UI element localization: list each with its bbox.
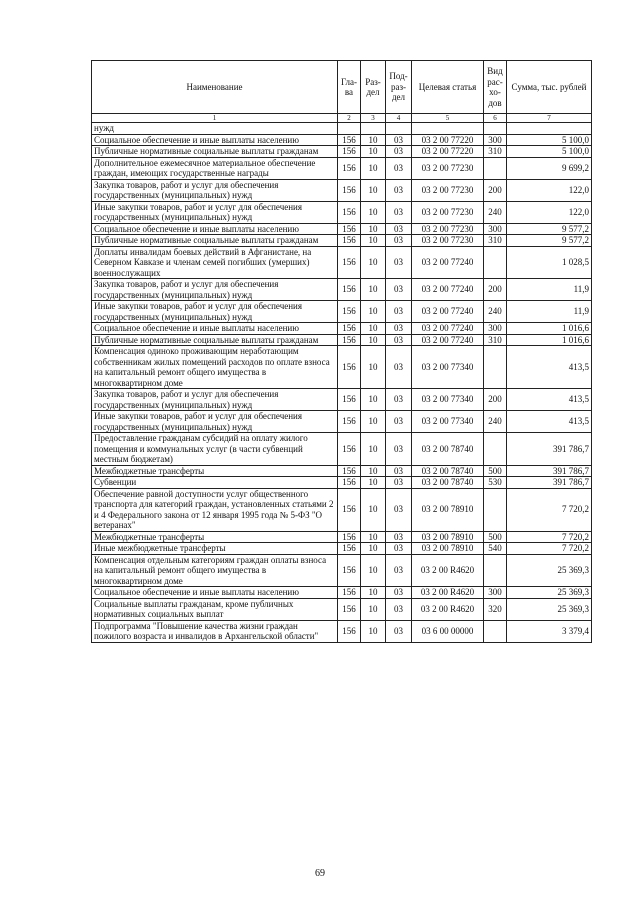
cell-razdel: 10 — [361, 543, 386, 555]
cell-name: Доплаты инвалидам боевых действий в Афганистане, на Северном Кавказе и членам семей погибших (умерших) военнослужащих — [92, 246, 338, 279]
cell-vid-raskhodov — [484, 620, 507, 642]
column-number: 7 — [507, 114, 592, 123]
cell-summa: 5 100,0 — [507, 146, 592, 158]
cell-glava: 156 — [338, 223, 361, 235]
cell-razdel: 10 — [361, 531, 386, 543]
cell-razdel — [361, 123, 386, 135]
cell-glava: 156 — [338, 477, 361, 489]
cell-summa: 1 016,6 — [507, 334, 592, 346]
cell-summa: 391 786,7 — [507, 477, 592, 489]
cell-glava: 156 — [338, 433, 361, 466]
cell-glava: 156 — [338, 179, 361, 201]
cell-name: Иные закупки товаров, работ и услуг для обеспечения государственных (муниципальных) нужд — [92, 301, 338, 323]
cell-name: Закупка товаров, работ и услуг для обеспечения государственных (муниципальных) нужд — [92, 179, 338, 201]
cell-tselevaya-statya: 03 2 00 R4620 — [412, 587, 484, 599]
cell-vid-raskhodov: 500 — [484, 531, 507, 543]
column-number: 4 — [386, 114, 412, 123]
cell-name: Компенсация отдельным категориям граждан оплаты взноса на капитальный ремонт общего имущества в многоквартирном доме — [92, 554, 338, 587]
cell-podrazdel: 03 — [386, 201, 412, 223]
cell-vid-raskhodov: 240 — [484, 201, 507, 223]
cell-glava: 156 — [338, 157, 361, 179]
cell-vid-raskhodov: 540 — [484, 543, 507, 555]
cell-tselevaya-statya: 03 2 00 R4620 — [412, 598, 484, 620]
cell-razdel: 10 — [361, 346, 386, 389]
cell-name: Иные закупки товаров, работ и услуг для обеспечения государственных (муниципальных) нужд — [92, 411, 338, 433]
cell-glava: 156 — [338, 246, 361, 279]
cell-podrazdel: 03 — [386, 246, 412, 279]
table-row — [92, 543, 592, 555]
cell-vid-raskhodov: 200 — [484, 179, 507, 201]
header-glava: Гла-ва — [338, 61, 361, 114]
cell-summa: 122,0 — [507, 179, 592, 201]
cell-podrazdel: 03 — [386, 587, 412, 599]
cell-glava: 156 — [338, 620, 361, 642]
cell-tselevaya-statya — [412, 123, 484, 135]
column-number: 2 — [338, 114, 361, 123]
cell-podrazdel: 03 — [386, 346, 412, 389]
column-number: 6 — [484, 114, 507, 123]
cell-name: нужд — [92, 123, 338, 135]
cell-razdel: 10 — [361, 134, 386, 146]
cell-name: Социальное обеспечение и иные выплаты населению — [92, 323, 338, 335]
table-row — [92, 465, 592, 477]
table-row — [92, 223, 592, 235]
cell-razdel: 10 — [361, 157, 386, 179]
cell-vid-raskhodov — [484, 246, 507, 279]
table-row — [92, 134, 592, 146]
budget-table-page — [91, 60, 591, 643]
cell-podrazdel: 03 — [386, 279, 412, 301]
table-row — [92, 411, 592, 433]
cell-name: Иные закупки товаров, работ и услуг для обеспечения государственных (муниципальных) нужд — [92, 201, 338, 223]
cell-summa: 9 699,2 — [507, 157, 592, 179]
cell-name: Публичные нормативные социальные выплаты гражданам — [92, 235, 338, 247]
cell-summa: 1 028,5 — [507, 246, 592, 279]
cell-vid-raskhodov: 310 — [484, 235, 507, 247]
cell-razdel: 10 — [361, 235, 386, 247]
cell-summa: 391 786,7 — [507, 433, 592, 466]
cell-vid-raskhodov: 240 — [484, 301, 507, 323]
cell-tselevaya-statya: 03 2 00 77220 — [412, 134, 484, 146]
cell-name: Обеспечение равной доступности услуг общественного транспорта для категорий граждан, установленных статьями 2 и 4 Федерального закона от 12 января 1995 года № 5-ФЗ "О ветеранах" — [92, 488, 338, 531]
cell-summa: 7 720,2 — [507, 543, 592, 555]
cell-tselevaya-statya: 03 2 00 77240 — [412, 246, 484, 279]
column-number: 1 — [92, 114, 338, 123]
cell-razdel: 10 — [361, 334, 386, 346]
table-header-row — [92, 61, 592, 114]
cell-tselevaya-statya: 03 2 00 78910 — [412, 531, 484, 543]
cell-tselevaya-statya: 03 2 00 77240 — [412, 334, 484, 346]
cell-podrazdel: 03 — [386, 531, 412, 543]
table-row — [92, 235, 592, 247]
cell-summa: 3 379,4 — [507, 620, 592, 642]
cell-razdel: 10 — [361, 488, 386, 531]
cell-tselevaya-statya: 03 6 00 00000 — [412, 620, 484, 642]
cell-glava: 156 — [338, 598, 361, 620]
cell-glava: 156 — [338, 146, 361, 158]
cell-tselevaya-statya: 03 2 00 77230 — [412, 179, 484, 201]
cell-summa: 25 369,3 — [507, 554, 592, 587]
table-row — [92, 477, 592, 489]
cell-vid-raskhodov: 320 — [484, 598, 507, 620]
table-row — [92, 201, 592, 223]
table-row — [92, 346, 592, 389]
cell-tselevaya-statya: 03 2 00 78740 — [412, 477, 484, 489]
cell-glava: 156 — [338, 465, 361, 477]
cell-name: Закупка товаров, работ и услуг для обеспечения государственных (муниципальных) нужд — [92, 389, 338, 411]
cell-glava: 156 — [338, 389, 361, 411]
table-row — [92, 334, 592, 346]
cell-glava: 156 — [338, 279, 361, 301]
cell-tselevaya-statya: 03 2 00 77340 — [412, 346, 484, 389]
cell-summa: 25 369,3 — [507, 598, 592, 620]
cell-razdel: 10 — [361, 301, 386, 323]
header-tselevaya-statya: Целевая статья — [412, 61, 484, 114]
cell-summa: 413,5 — [507, 411, 592, 433]
cell-tselevaya-statya: 03 2 00 R4620 — [412, 554, 484, 587]
cell-podrazdel: 03 — [386, 134, 412, 146]
table-row — [92, 389, 592, 411]
cell-summa: 9 577,2 — [507, 235, 592, 247]
table-row — [92, 598, 592, 620]
cell-razdel: 10 — [361, 146, 386, 158]
cell-vid-raskhodov: 530 — [484, 477, 507, 489]
cell-vid-raskhodov: 200 — [484, 279, 507, 301]
cell-vid-raskhodov — [484, 157, 507, 179]
cell-razdel: 10 — [361, 411, 386, 433]
cell-razdel: 10 — [361, 279, 386, 301]
table-row — [92, 554, 592, 587]
cell-vid-raskhodov — [484, 346, 507, 389]
cell-podrazdel: 03 — [386, 543, 412, 555]
cell-podrazdel: 03 — [386, 301, 412, 323]
cell-razdel: 10 — [361, 179, 386, 201]
table-row — [92, 301, 592, 323]
cell-name: Социальное обеспечение и иные выплаты населению — [92, 587, 338, 599]
cell-razdel: 10 — [361, 246, 386, 279]
cell-name: Закупка товаров, работ и услуг для обеспечения государственных (муниципальных) нужд — [92, 279, 338, 301]
cell-summa: 413,5 — [507, 346, 592, 389]
cell-tselevaya-statya: 03 2 00 77220 — [412, 146, 484, 158]
cell-tselevaya-statya: 03 2 00 78910 — [412, 543, 484, 555]
table-row — [92, 179, 592, 201]
table-body — [92, 123, 592, 643]
cell-podrazdel: 03 — [386, 465, 412, 477]
cell-podrazdel: 03 — [386, 235, 412, 247]
table-row — [92, 620, 592, 642]
table-row — [92, 279, 592, 301]
cell-summa: 25 369,3 — [507, 587, 592, 599]
cell-podrazdel: 03 — [386, 620, 412, 642]
table-row — [92, 433, 592, 466]
cell-podrazdel: 03 — [386, 598, 412, 620]
cell-glava: 156 — [338, 346, 361, 389]
header-podrazdel: Под-раз-дел — [386, 61, 412, 114]
header-summa: Сумма, тыс. рублей — [507, 61, 592, 114]
cell-podrazdel: 03 — [386, 488, 412, 531]
cell-vid-raskhodov: 310 — [484, 146, 507, 158]
cell-tselevaya-statya: 03 2 00 77230 — [412, 201, 484, 223]
cell-razdel: 10 — [361, 477, 386, 489]
cell-vid-raskhodov — [484, 123, 507, 135]
cell-summa: 1 016,6 — [507, 323, 592, 335]
cell-tselevaya-statya: 03 2 00 77340 — [412, 411, 484, 433]
cell-summa: 9 577,2 — [507, 223, 592, 235]
cell-podrazdel: 03 — [386, 179, 412, 201]
cell-tselevaya-statya: 03 2 00 77240 — [412, 323, 484, 335]
cell-razdel: 10 — [361, 620, 386, 642]
table-row — [92, 488, 592, 531]
cell-glava: 156 — [338, 235, 361, 247]
page-number: 69 — [315, 868, 325, 879]
cell-summa: 11,9 — [507, 301, 592, 323]
cell-vid-raskhodov — [484, 554, 507, 587]
table-row — [92, 246, 592, 279]
table-row — [92, 531, 592, 543]
cell-podrazdel: 03 — [386, 477, 412, 489]
cell-glava: 156 — [338, 334, 361, 346]
cell-razdel: 10 — [361, 465, 386, 477]
cell-vid-raskhodov: 500 — [484, 465, 507, 477]
cell-summa: 7 720,2 — [507, 488, 592, 531]
column-number: 3 — [361, 114, 386, 123]
cell-razdel: 10 — [361, 598, 386, 620]
budget-table — [91, 60, 592, 643]
cell-razdel: 10 — [361, 323, 386, 335]
cell-glava: 156 — [338, 543, 361, 555]
cell-name: Социальное обеспечение и иные выплаты населению — [92, 134, 338, 146]
cell-tselevaya-statya: 03 2 00 78740 — [412, 433, 484, 466]
cell-tselevaya-statya: 03 2 00 77230 — [412, 235, 484, 247]
cell-summa: 7 720,2 — [507, 531, 592, 543]
cell-tselevaya-statya: 03 2 00 77340 — [412, 389, 484, 411]
cell-tselevaya-statya: 03 2 00 78910 — [412, 488, 484, 531]
cell-podrazdel: 03 — [386, 411, 412, 433]
column-number: 5 — [412, 114, 484, 123]
cell-summa: 5 100,0 — [507, 134, 592, 146]
table-row — [92, 123, 592, 135]
cell-vid-raskhodov: 300 — [484, 223, 507, 235]
cell-tselevaya-statya: 03 2 00 77240 — [412, 301, 484, 323]
header-vid-raskhodov: Вид рас-хо-дов — [484, 61, 507, 114]
column-number-row — [92, 114, 592, 123]
cell-name: Социальное обеспечение и иные выплаты населению — [92, 223, 338, 235]
cell-name: Иные межбюджетные трансферты — [92, 543, 338, 555]
cell-razdel: 10 — [361, 389, 386, 411]
cell-podrazdel: 03 — [386, 223, 412, 235]
cell-name: Субвенции — [92, 477, 338, 489]
cell-glava: 156 — [338, 411, 361, 433]
header-razdel: Раз-дел — [361, 61, 386, 114]
table-row — [92, 323, 592, 335]
cell-summa: 413,5 — [507, 389, 592, 411]
cell-glava: 156 — [338, 201, 361, 223]
cell-razdel: 10 — [361, 223, 386, 235]
cell-vid-raskhodov: 300 — [484, 323, 507, 335]
cell-summa — [507, 123, 592, 135]
cell-razdel: 10 — [361, 201, 386, 223]
cell-vid-raskhodov — [484, 433, 507, 466]
cell-glava: 156 — [338, 554, 361, 587]
cell-tselevaya-statya: 03 2 00 77230 — [412, 223, 484, 235]
cell-glava: 156 — [338, 134, 361, 146]
cell-podrazdel: 03 — [386, 433, 412, 466]
cell-podrazdel: 03 — [386, 389, 412, 411]
cell-tselevaya-statya: 03 2 00 78740 — [412, 465, 484, 477]
cell-razdel: 10 — [361, 554, 386, 587]
cell-podrazdel: 03 — [386, 554, 412, 587]
table-row — [92, 146, 592, 158]
cell-tselevaya-statya: 03 2 00 77240 — [412, 279, 484, 301]
cell-vid-raskhodov — [484, 488, 507, 531]
cell-name: Предоставление гражданам субсидий на оплату жилого помещения и коммунальных услуг (в части субвенций местным бюджетам) — [92, 433, 338, 466]
cell-name: Подпрограмма "Повышение качества жизни граждан пожилого возраста и инвалидов в Архангельской области" — [92, 620, 338, 642]
cell-name: Дополнительное ежемесячное материальное обеспечение граждан, имеющих государственные награды — [92, 157, 338, 179]
cell-podrazdel: 03 — [386, 146, 412, 158]
cell-vid-raskhodov: 310 — [484, 334, 507, 346]
cell-name: Межбюджетные трансферты — [92, 465, 338, 477]
cell-razdel: 10 — [361, 587, 386, 599]
cell-summa: 391 786,7 — [507, 465, 592, 477]
cell-vid-raskhodov: 240 — [484, 411, 507, 433]
cell-summa: 122,0 — [507, 201, 592, 223]
cell-name: Компенсация одиноко проживающим неработающим собственникам жилых помещений расходов по оплате взноса на капитальный ремонт общего имущества в многоквартирном доме — [92, 346, 338, 389]
cell-glava: 156 — [338, 587, 361, 599]
cell-name: Социальные выплаты гражданам, кроме публичных нормативных социальных выплат — [92, 598, 338, 620]
cell-name: Публичные нормативные социальные выплаты гражданам — [92, 334, 338, 346]
cell-podrazdel: 03 — [386, 334, 412, 346]
cell-glava: 156 — [338, 488, 361, 531]
cell-name: Межбюджетные трансферты — [92, 531, 338, 543]
cell-glava: 156 — [338, 531, 361, 543]
table-row — [92, 157, 592, 179]
cell-name: Публичные нормативные социальные выплаты гражданам — [92, 146, 338, 158]
cell-tselevaya-statya: 03 2 00 77230 — [412, 157, 484, 179]
table-row — [92, 587, 592, 599]
cell-glava: 156 — [338, 323, 361, 335]
cell-glava — [338, 123, 361, 135]
cell-podrazdel: 03 — [386, 323, 412, 335]
cell-podrazdel: 03 — [386, 157, 412, 179]
cell-podrazdel — [386, 123, 412, 135]
cell-summa: 11,9 — [507, 279, 592, 301]
header-name: Наименование — [92, 61, 338, 114]
cell-glava: 156 — [338, 301, 361, 323]
cell-vid-raskhodov: 300 — [484, 587, 507, 599]
cell-razdel: 10 — [361, 433, 386, 466]
cell-vid-raskhodov: 200 — [484, 389, 507, 411]
cell-vid-raskhodov: 300 — [484, 134, 507, 146]
